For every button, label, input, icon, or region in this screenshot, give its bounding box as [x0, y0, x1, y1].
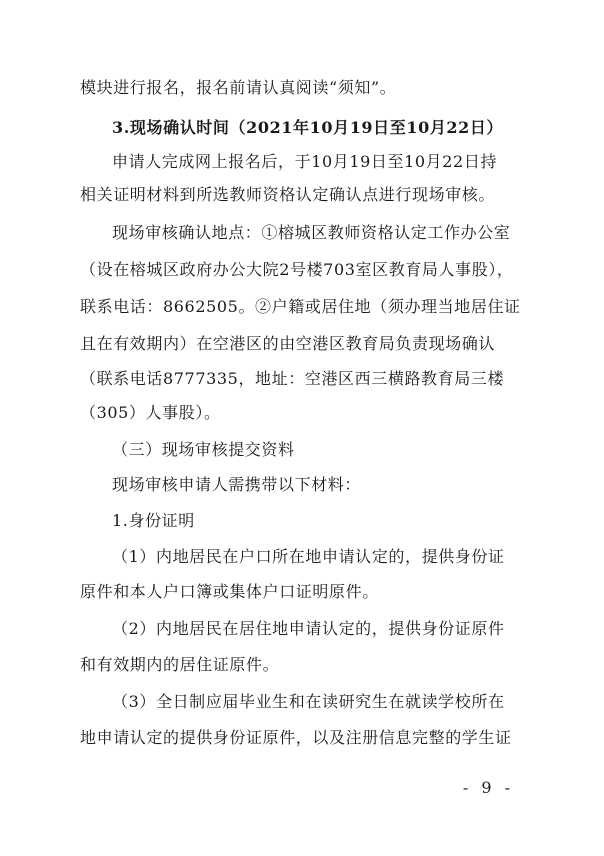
text-line-4: 相关证明材料到所选教师资格认定确认点进行现场审核。 — [80, 185, 496, 204]
text-line-6: （设在榕城区政府办公大院2号楼703室区教育局人事股）， — [80, 260, 514, 279]
section-heading-materials: （三）现场审核提交资料 — [112, 440, 295, 459]
text-line-18: （3）全日制应届毕业生和在读研究生在就读学校所在 — [112, 692, 505, 711]
page-number: - 9 - — [462, 778, 514, 797]
text-line-1: 模块进行报名，报名前请认真阅读“须知”。 — [80, 78, 397, 97]
text-line-12: 现场审核申请人需携带以下材料： — [112, 475, 362, 494]
text-line-3: 申请人完成网上报名后，于10月19日至10月22日持 — [112, 152, 498, 171]
text-line-15: 原件和本人户口簿或集体户口证明原件。 — [80, 582, 379, 601]
text-line-10: （305）人事股）。 — [80, 403, 221, 422]
subheading-identity-proof: 1.身份证明 — [112, 511, 195, 530]
text-line-16: （2）内地居民在居住地申请认定的，提供身份证原件 — [112, 619, 505, 638]
text-line-19: 地申请认定的提供身份证原件，以及注册信息完整的学生证 — [80, 728, 512, 747]
text-line-9: （联系电话8777335，地址：空港区西三横路教育局三楼 — [80, 369, 505, 388]
text-line-7: 联系电话：8662505。②户籍或居住地（须办理当地居住证 — [80, 297, 521, 316]
section-heading-confirm-time: 3.现场确认时间（2021年10月19日至10月22日） — [112, 118, 504, 137]
text-line-5: 现场审核确认地点：①榕城区教师资格认定工作办公室 — [112, 223, 511, 242]
text-line-17: 和有效期内的居住证原件。 — [80, 655, 280, 674]
text-line-8: 且在有效期内）在空港区的由空港区教育局负责现场确认 — [80, 334, 496, 353]
text-line-14: （1）内地居民在户口所在地申请认定的，提供身份证 — [112, 547, 505, 566]
